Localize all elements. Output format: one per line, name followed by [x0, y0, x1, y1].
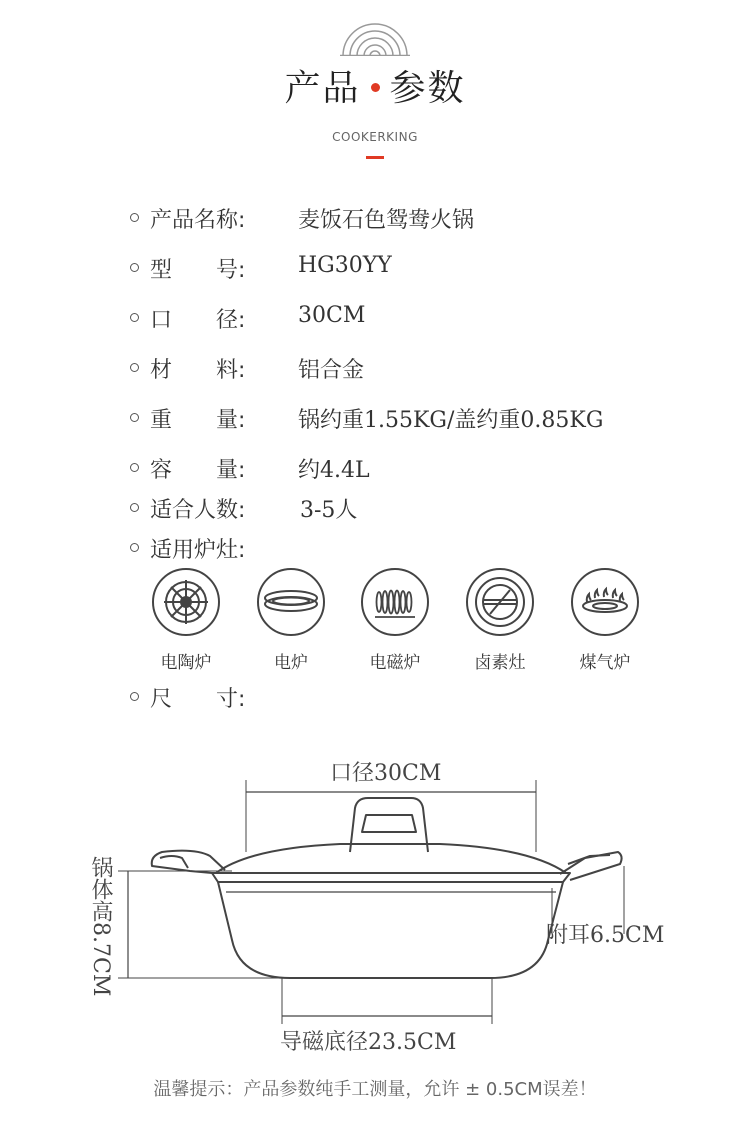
electric-stove-icon: [257, 568, 325, 636]
title-dot: [371, 83, 380, 92]
spec-label: 产品名称:: [150, 208, 246, 233]
spec-value: 3-5人: [300, 498, 358, 523]
spec-label: 材 料:: [150, 358, 246, 383]
halogen-stove-icon: [466, 568, 534, 636]
stove-label: 煤气炉: [579, 653, 631, 673]
stove-electric: [255, 568, 327, 673]
bullet-icon: [130, 413, 139, 422]
stove-label: 电炉: [274, 653, 308, 673]
ceramic-stove-icon: [152, 568, 220, 636]
gas-stove-icon: [571, 568, 639, 636]
spec-value: HG30YY: [298, 253, 392, 278]
base-label: 导磁底径23.5CM: [280, 1030, 457, 1055]
spec-value: 30CM: [298, 303, 366, 328]
spec-value: 约4.4L: [298, 458, 370, 483]
bullet-icon: [130, 313, 139, 322]
brand-underline: [366, 156, 384, 159]
bullet-icon: [130, 463, 139, 472]
stove-halogen: [464, 568, 536, 673]
stove-label: 电陶炉: [160, 653, 212, 673]
measurement-note: 温馨提示：产品参数纯手工测量，允许 ± 0.5CM误差！: [153, 1079, 597, 1100]
spec-label: 型 号:: [150, 258, 246, 283]
spec-label: 尺 寸:: [150, 687, 246, 712]
spec-label: 适用炉灶:: [150, 538, 246, 563]
bullet-icon: [130, 692, 139, 701]
bullet-icon: [130, 363, 139, 372]
spec-label: 口 径:: [150, 308, 246, 333]
page-title: [0, 60, 750, 111]
bullet-icon: [130, 543, 139, 552]
stove-label: 电磁炉: [369, 653, 421, 673]
spec-label: 适合人数:: [150, 498, 246, 523]
bullet-icon: [130, 503, 139, 512]
height-label: 锅体高8.7CM: [88, 856, 113, 997]
stove-induction: [359, 568, 431, 673]
induction-stove-icon: [361, 568, 429, 636]
handle-label: 附耳6.5CM: [546, 923, 665, 948]
spec-value: 锅约重1.55KG/盖约重0.85KG: [298, 408, 604, 433]
brand-name: COOKERKING: [332, 130, 418, 144]
spec-value: 铝合金: [298, 358, 365, 383]
title-left: 产品: [284, 68, 361, 109]
brand-arch-logo: [340, 22, 410, 56]
stove-gas: [569, 568, 641, 673]
stove-ceramic: [150, 568, 222, 673]
spec-label: 容 量:: [150, 458, 246, 483]
spec-value: 麦饭石色鸳鸯火锅: [298, 208, 475, 233]
bullet-icon: [130, 263, 139, 272]
diameter-label: 口径30CM: [330, 761, 442, 786]
title-right: 参数: [389, 68, 466, 109]
bullet-icon: [130, 213, 139, 222]
stove-label: 卤素灶: [474, 653, 526, 673]
spec-label: 重 量:: [150, 408, 246, 433]
